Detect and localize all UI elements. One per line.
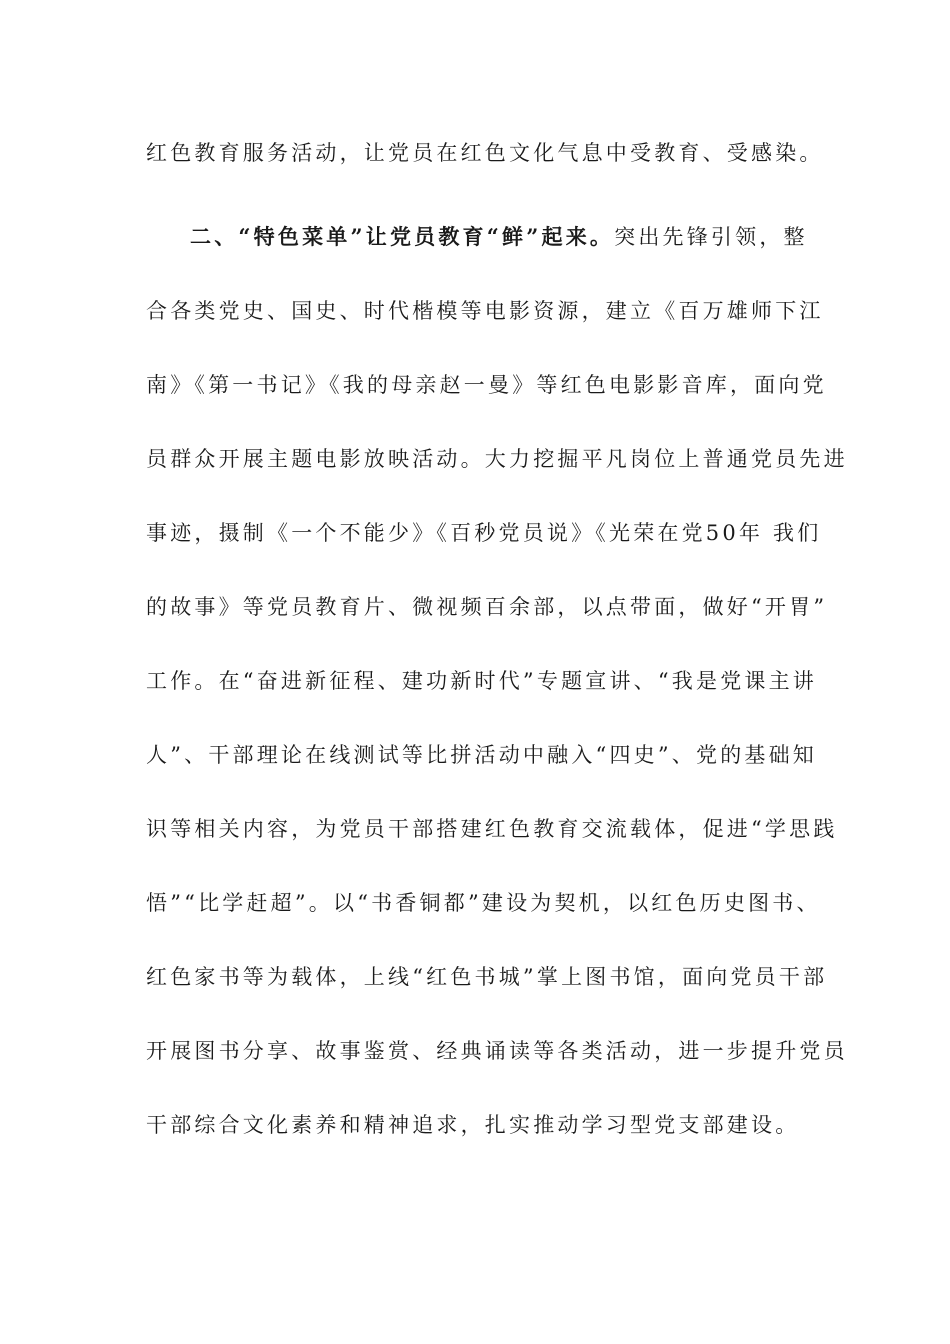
paragraph-line-10: 识等相关内容，为党员干部搭建红色教育交流载体，促进“学思践: [146, 817, 838, 841]
paragraph-line-12: 红色家书等为载体，上线“红色书城”掌上图书馆，面向党员干部: [146, 965, 828, 989]
paragraph-line-14: 干部综合文化素养和精神追求，扎实推动学习型党支部建设。: [146, 1113, 800, 1137]
paragraph-line-7: 的故事》等党员教育片、微视频百余部，以点带面，做好“开胃”: [146, 595, 828, 619]
paragraph-line-11: 悟”“比学赶超”。以“书香铜都”建设为契机，以红色历史图书、: [146, 891, 821, 915]
section-heading: 二、“特色菜单”让党员教育“鲜”起来。: [190, 224, 615, 249]
paragraph-line-6: 事迹，摄制《一个不能少》《百秒党员说》《光荣在党50年 我们: [146, 521, 822, 545]
paragraph-line-1: 红色教育服务活动，让党员在红色文化气息中受教育、受感染。: [146, 141, 824, 165]
paragraph-line-4: 南》《第一书记》《我的母亲赵一曼》等红色电影影音库，面向党: [146, 373, 827, 397]
paragraph-line-5: 员群众开展主题电影放映活动。大力挖掘平凡岗位上普通党员先进: [146, 447, 848, 471]
paragraph-line-8: 工作。在“奋进新征程、建功新时代”专题宣讲、“我是党课主讲: [146, 669, 818, 693]
paragraph-line-9: 人”、干部理论在线测试等比拼活动中融入“四史”、党的基础知: [146, 743, 818, 767]
paragraph-line-3: 合各类党史、国史、时代楷模等电影资源，建立《百万雄师下江: [146, 299, 824, 323]
section-heading-line: [190, 222, 808, 252]
paragraph-line-13: 开展图书分享、故事鉴赏、经典诵读等各类活动，进一步提升党员: [146, 1039, 848, 1063]
paragraph-line-2: 突出先锋引领，整: [614, 225, 808, 249]
